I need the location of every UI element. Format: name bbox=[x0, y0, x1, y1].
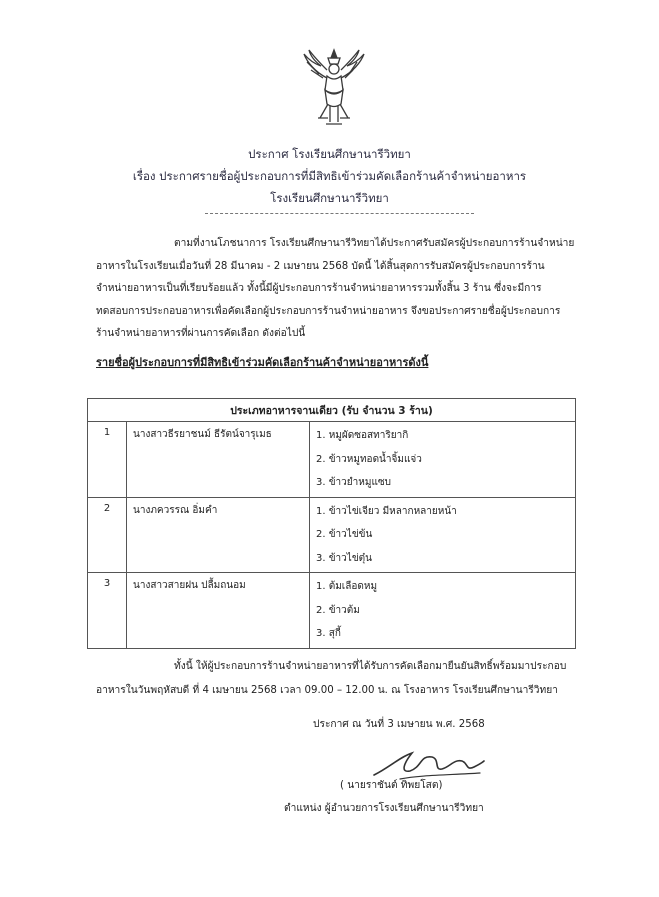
closing-paragraph bbox=[96, 655, 596, 703]
dish-item: 3. ข้าวยำหมูแซบ bbox=[316, 477, 392, 488]
row-number: 3 bbox=[88, 573, 127, 649]
row-number: 1 bbox=[88, 422, 127, 498]
dish-item: 2. ข้าวไข่ข้น bbox=[316, 529, 373, 540]
table-header-row bbox=[88, 399, 576, 422]
dish-item: 3. ข้าวไข่ตุ๋น bbox=[316, 552, 372, 564]
table-header: ประเภทอาหารจานเดียว (รับ จำนวน 3 ร้าน) bbox=[88, 399, 576, 422]
announcement-date: ประกาศ ณ วันที่ 3 เมษายน พ.ศ. 2568 bbox=[313, 719, 485, 730]
row-number: 2 bbox=[88, 497, 127, 573]
vendor-name: นางสาวธีรยาชนม์ ธีรัตน์จารุเมธ bbox=[127, 422, 310, 498]
dish-item: 2. ข้าวหมูทอดน้ำจิ้มแจ่ว bbox=[316, 453, 422, 465]
table-row bbox=[88, 422, 576, 498]
dish-item: 3. สุกี้ bbox=[316, 628, 341, 639]
school-name: โรงเรียนศึกษานารีวิทยา bbox=[270, 191, 389, 205]
dish-list bbox=[310, 422, 576, 498]
vendor-name: นางสาวสายฝน ปลื้มถนอม bbox=[127, 573, 310, 649]
announcement-title: ประกาศ โรงเรียนศึกษานารีวิทยา bbox=[248, 147, 411, 161]
signer-position: ตำแหน่ง ผู้อำนวยการโรงเรียนศึกษานารีวิทยา bbox=[284, 803, 484, 814]
intro-line: ทดสอบการประกอบอาหารเพื่อคัดเลือกผู้ประกอบการร้านจำหน่ายอาหาร จึงขอประกาศรายชื่อผู้ประกอบการ bbox=[96, 305, 561, 317]
signer-name: ( นายราชันต์ ทิพยโสต) bbox=[340, 780, 443, 791]
intro-line: อาหารในโรงเรียนเมื่อวันที่ 28 มีนาคม - 2 เมษายน 2568 บัดนี้ ได้สิ้นสุดการรับสมัครผู้ประกอบการร้าน bbox=[96, 260, 545, 272]
vendor-table bbox=[87, 398, 576, 649]
dish-item: 1. หมูผัดซอสทาริยากิ bbox=[316, 430, 409, 441]
table-row bbox=[88, 573, 576, 649]
intro-line: ตามที่งานโภชนาการ โรงเรียนศึกษานารีวิทยาได้ประกาศรับสมัครผู้ประกอบการร้านจำหน่าย bbox=[174, 238, 575, 249]
dish-item: 2. ข้าวต้ม bbox=[316, 604, 360, 616]
dish-list bbox=[310, 497, 576, 573]
dish-list bbox=[310, 573, 576, 649]
announcement-subject: เรื่อง ประกาศรายชื่อผู้ประกอบการที่มีสิทธิเข้าร่วมคัดเลือกร้านค้าจำหน่ายอาหาร bbox=[132, 169, 527, 183]
vendor-name: นางภควรรณ อิ่มคำ bbox=[127, 497, 310, 573]
closing-line: ทั้งนี้ ให้ผู้ประกอบการร้านจำหน่ายอาหารที่ได้รับการคัดเลือกมายืนยันสิทธิ์พร้อมมาประกอบ bbox=[174, 661, 567, 672]
list-heading: รายชื่อผู้ประกอบการที่มีสิทธิเข้าร่วมคัดเลือกร้านค้าจำหน่ายอาหารดังนี้ bbox=[96, 356, 429, 369]
dish-item: 1. ข้าวไข่เจียว มีหลากหลายหน้า bbox=[316, 505, 457, 517]
intro-line: ร้านจำหน่ายอาหารที่ผ่านการคัดเลือก ดังต่อไปนี้ bbox=[96, 328, 306, 339]
intro-line: จำหน่ายอาหารเป็นที่เรียบร้อยแล้ว ทั้งนี้มีผู้ประกอบการร้านจำหน่ายอาหารรวมทั้งสิ้น 3 ร้าน ซึ่งจะมีการ bbox=[96, 283, 542, 294]
table-row bbox=[88, 497, 576, 573]
intro-paragraph bbox=[96, 233, 596, 346]
closing-line: อาหารในวันพฤหัสบดี ที่ 4 เมษายน 2568 เวลา 09.00 – 12.00 น. ณ โรงอาหาร โรงเรียนศึกษานารีวิทยา bbox=[96, 685, 558, 696]
garuda-emblem-icon bbox=[301, 48, 367, 130]
dish-item: 1. ต้มเลือดหมู bbox=[316, 581, 378, 592]
divider bbox=[205, 213, 474, 214]
